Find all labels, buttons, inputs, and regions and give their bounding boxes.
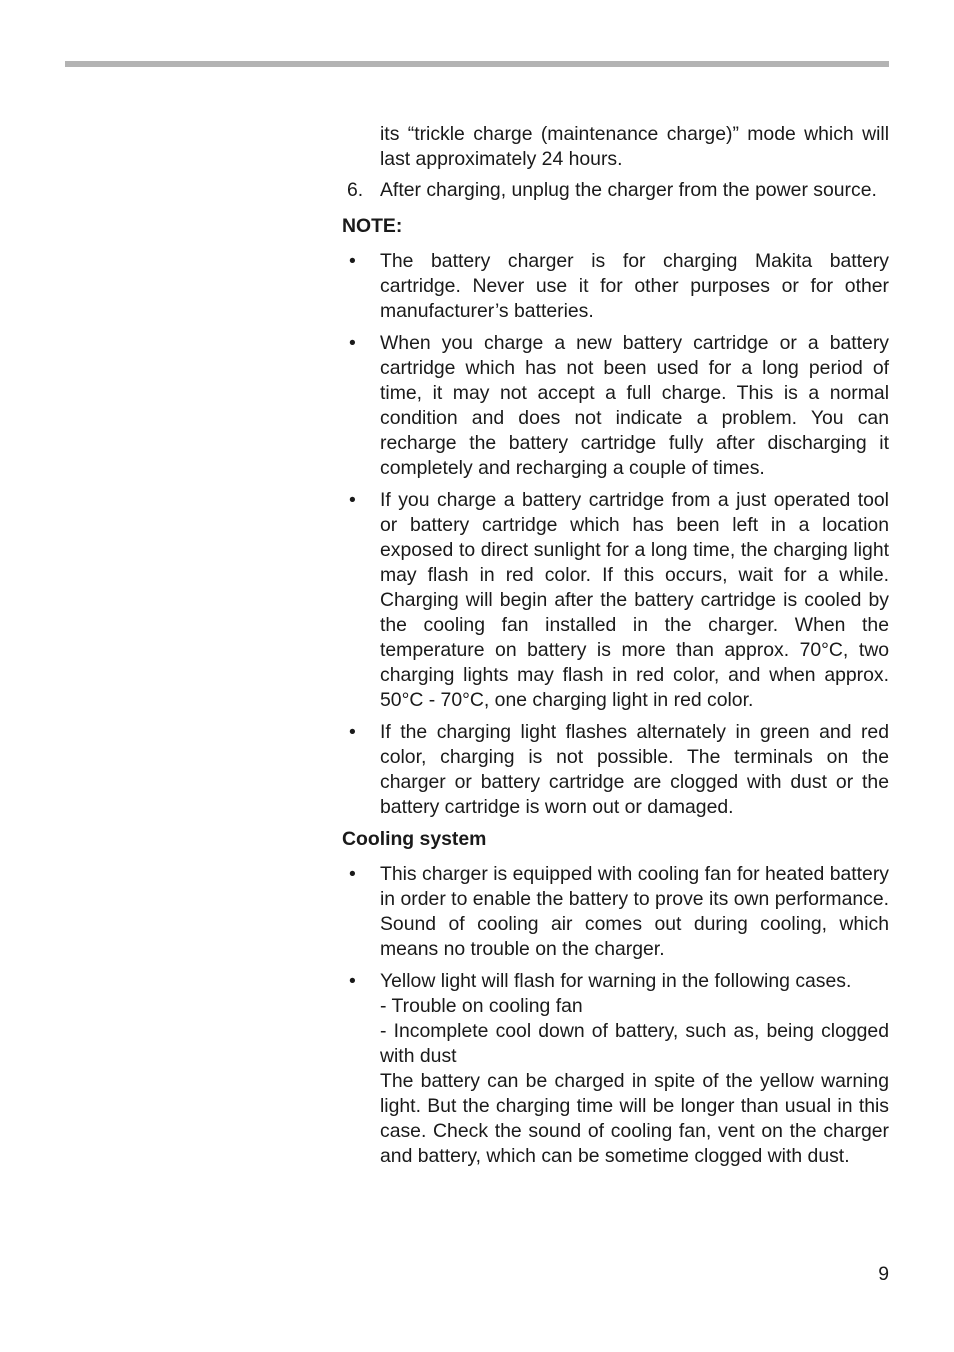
bullet-icon: •	[349, 250, 356, 272]
continuation-paragraph: its “trickle charge (maintenance charge)” mode which will last approximately 24 hours.	[380, 123, 889, 170]
bullet-icon: •	[349, 332, 356, 354]
note-item-text: If the charging light flashes alternately in green and red color, charging is not possible. The terminals on the charger or battery cartridge are clogged with dust or the battery cartridge is worn out or damaged.	[380, 721, 889, 818]
note-item	[342, 331, 889, 481]
note-item	[342, 249, 889, 324]
bullet-icon: •	[349, 970, 356, 992]
note-item-text: If you charge a battery cartridge from a just operated tool or battery cartridge which has been left in a location exposed to direct sunlight for a long time, the charging light may flash in red color. If this occurs, wait for a while. Charging will begin after the battery cartridge is cooled by the cooling fan installed in the charger. When the temperature on battery is more than approx. 70°C, two charging lights may flash in red color, and when approx. 50°C - 70°C, one charging light in red color.	[380, 489, 889, 711]
header-rule	[65, 61, 889, 67]
cooling-item	[342, 969, 889, 1169]
warning-case-fan: - Trouble on cooling fan	[380, 995, 583, 1017]
note-item-text: When you charge a new battery cartridge or a battery cartridge which has not been used for a long period of time, it may not accept a full charge. This is a normal condition and does not indicate a problem. You can recharge the battery cartridge fully after discharging it completely and recharging a couple of times.	[380, 332, 889, 479]
cooling-list	[342, 862, 889, 1169]
cooling-system-heading: Cooling system	[342, 828, 487, 850]
warning-detail: The battery can be charged in spite of the yellow warning light. But the charging time will be longer than usual in this case. Check the sound of cooling fan, vent on the charger and battery, which can be sometime clogged with dust.	[380, 1070, 889, 1167]
bullet-icon: •	[349, 489, 356, 511]
note-item-text: The battery charger is for charging Makita battery cartridge. Never use it for other purposes or for other manufacturer’s batteries.	[380, 250, 889, 322]
note-item	[342, 488, 889, 713]
page-number: 9	[878, 1263, 889, 1285]
cooling-item-text: This charger is equipped with cooling fan for heated battery in order to enable the battery to prove its own performance. Sound of cooling air comes out during cooling, which means no trouble on the charger.	[380, 863, 889, 960]
note-heading: NOTE:	[342, 215, 403, 237]
main-column	[342, 122, 889, 1176]
cooling-item	[342, 862, 889, 962]
warning-case-cooldown: - Incomplete cool down of battery, such as, being clogged with dust	[380, 1020, 889, 1067]
bullet-icon: •	[349, 721, 356, 743]
step-6	[342, 178, 889, 203]
step-text: After charging, unplug the charger from the power source.	[380, 179, 877, 201]
warning-intro: Yellow light will flash for warning in the following cases.	[380, 970, 852, 992]
step-number: 6.	[347, 179, 364, 201]
note-list	[342, 249, 889, 820]
note-item	[342, 720, 889, 820]
bullet-icon: •	[349, 863, 356, 885]
